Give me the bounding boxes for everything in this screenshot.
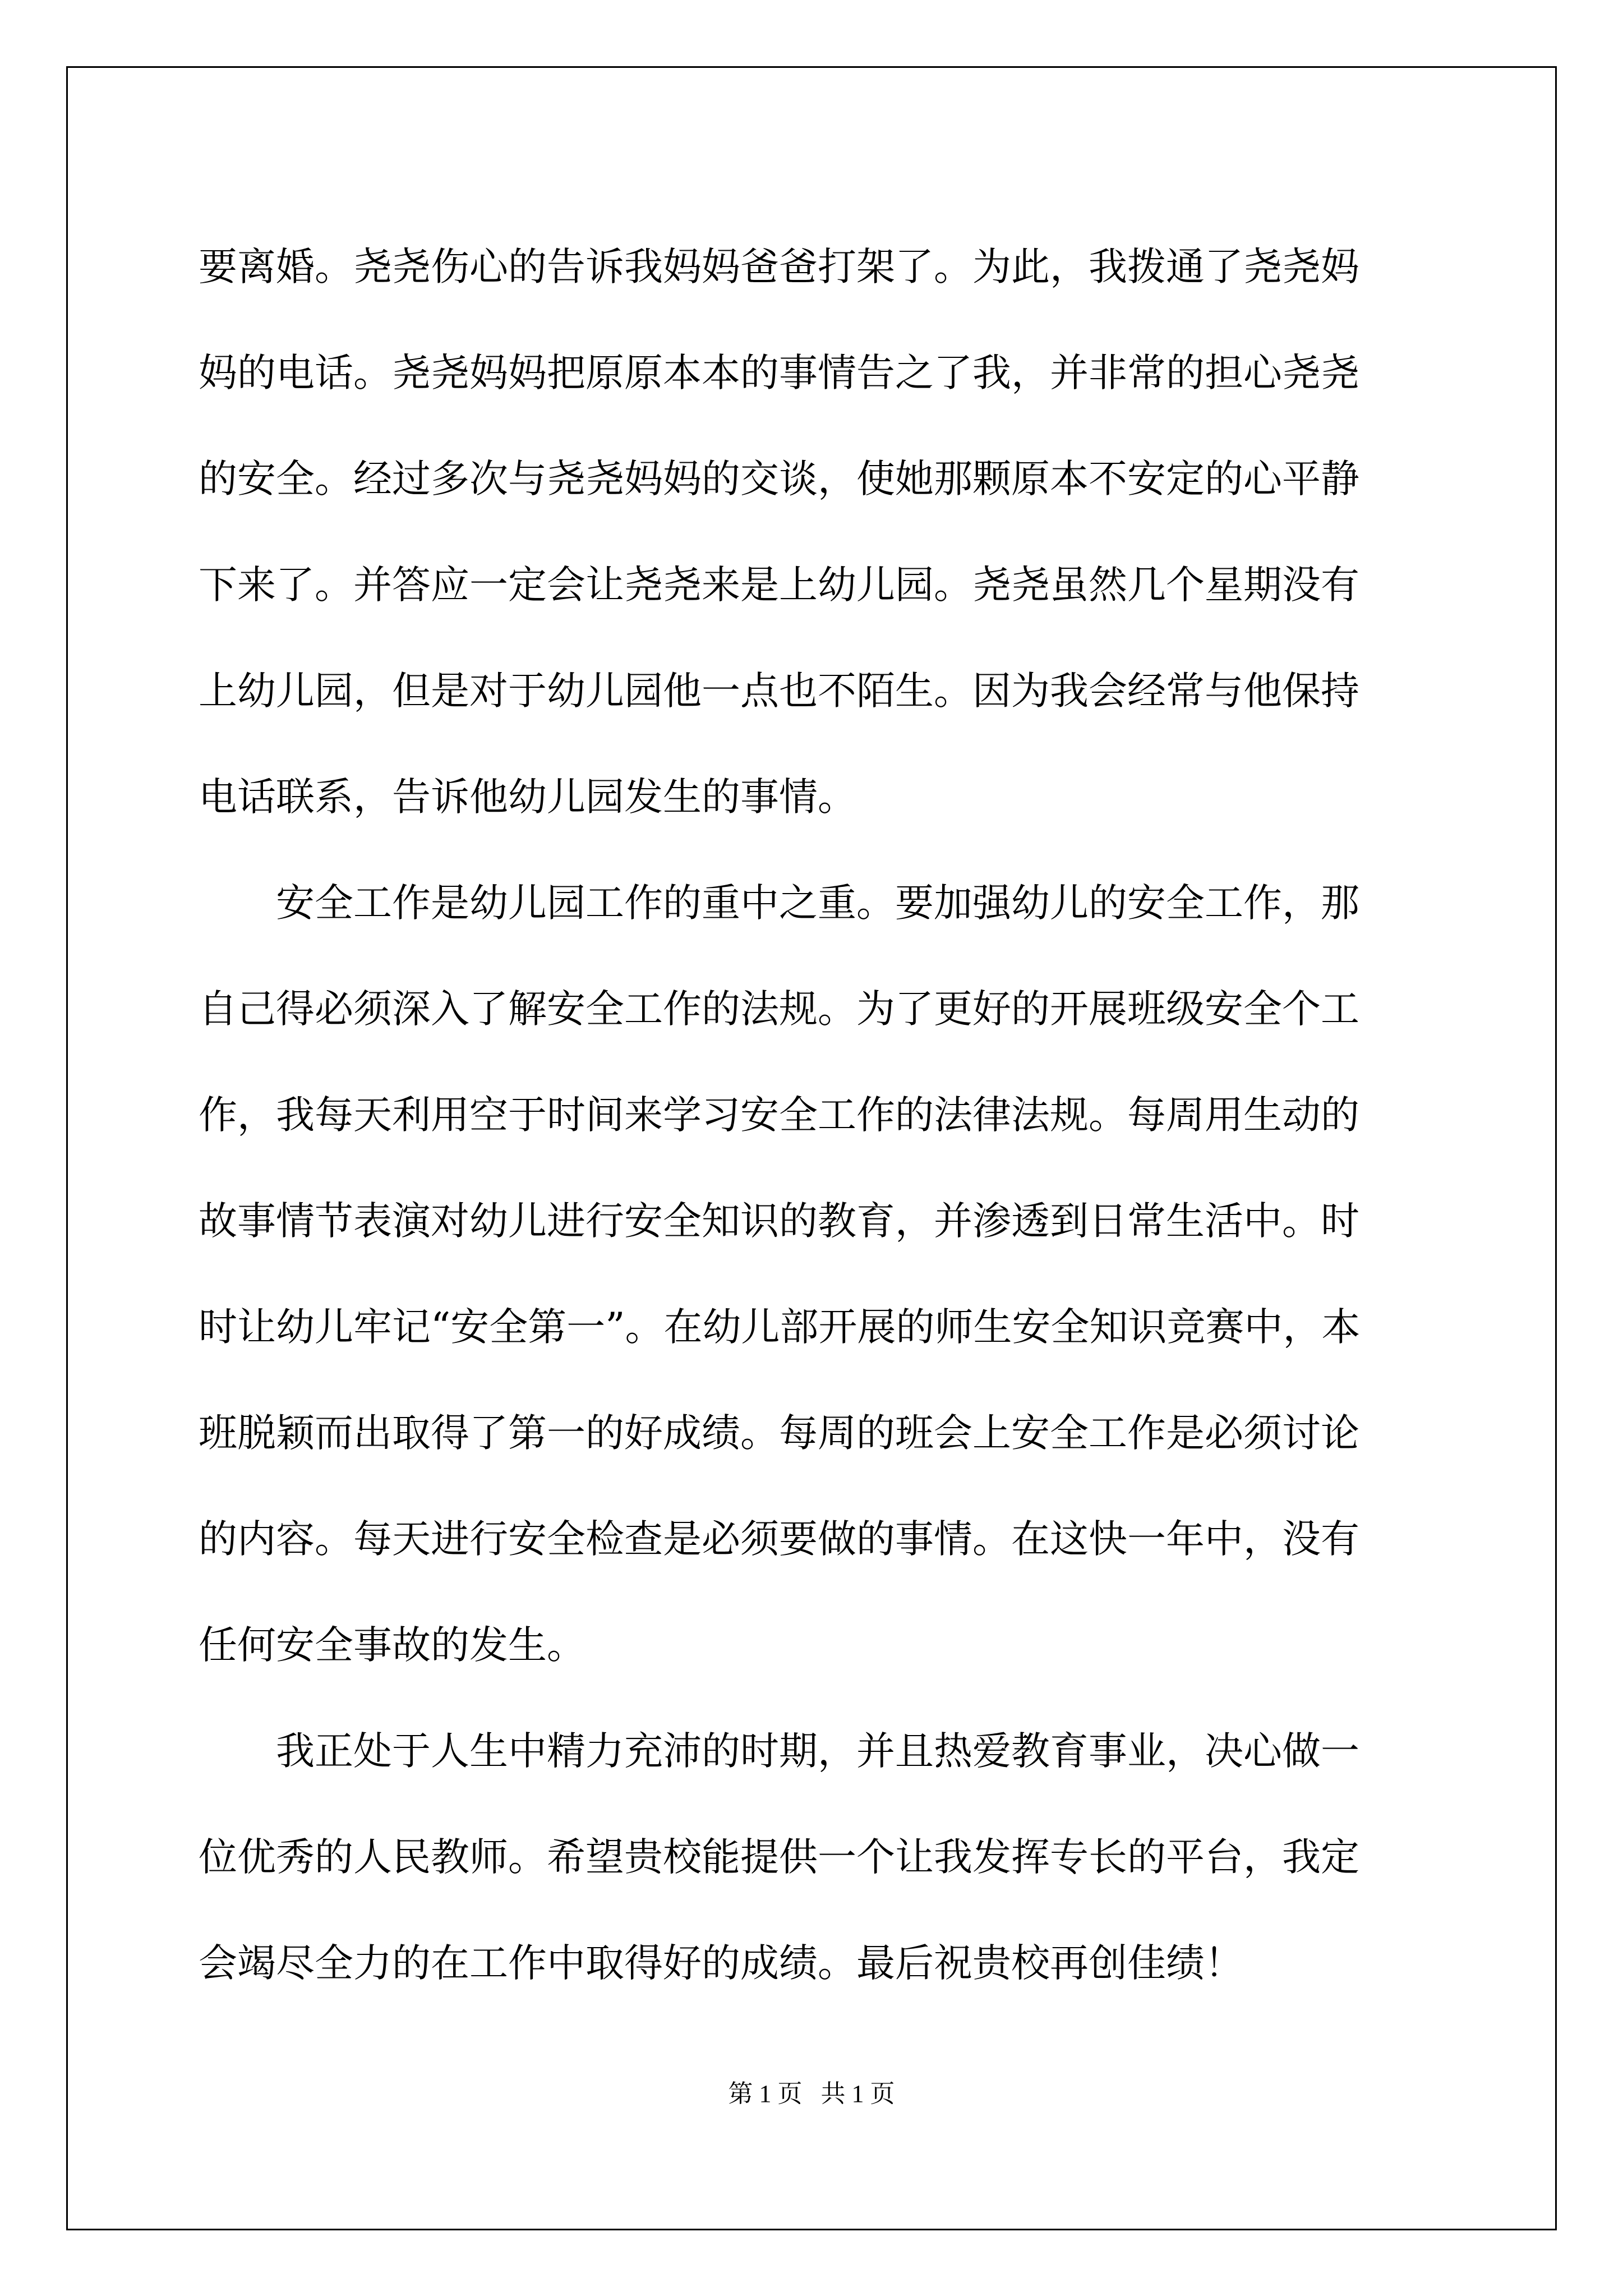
- text-line: 要离婚。尧尧伤心的告诉我妈妈爸爸打架了。为此，我拨通了尧尧妈: [199, 245, 1359, 289]
- page-number-footer: 第 1 页 共 1 页: [728, 2080, 895, 2108]
- text-line: 电话联系，告诉他幼儿园发生的事情。: [199, 775, 856, 820]
- text-line: 的安全。经过多次与尧尧妈妈的交谈，使她那颗原本不安定的心平静: [199, 457, 1359, 501]
- text-line: 我正处于人生中精力充沛的时期，并且热爱教育事业，决心做一: [276, 1729, 1359, 1774]
- text-line: 时让幼儿牢记“安全第一”。在幼儿部开展的师生安全知识竞赛中，本: [199, 1305, 1361, 1350]
- paragraph: [199, 214, 1432, 850]
- paragraph: [199, 850, 1432, 1699]
- text-line: 下来了。并答应一定会让尧尧来是上幼儿园。尧尧虽然几个星期没有: [199, 563, 1359, 608]
- text-line: 的内容。每天进行安全检查是必须要做的事情。在这快一年中，没有: [199, 1517, 1359, 1562]
- text-line: 班脱颖而出取得了第一的好成绩。每周的班会上安全工作是必须讨论: [199, 1411, 1359, 1456]
- text-line: 作，我每天利用空于时间来学习安全工作的法律法规。每周用生动的: [199, 1093, 1359, 1138]
- text-line: 故事情节表演对幼儿进行安全知识的教育，并渗透到日常生活中。时: [199, 1199, 1359, 1244]
- text-line: 会竭尽全力的在工作中取得好的成绩。最后祝贵校再创佳绩！: [199, 1941, 1243, 1986]
- text-line: 位优秀的人民教师。希望贵校能提供一个让我发挥专长的平台，我定: [199, 1835, 1359, 1880]
- paragraph: [199, 1699, 1432, 2017]
- text-line: 上幼儿园，但是对于幼儿园他一点也不陌生。因为我会经常与他保持: [199, 669, 1359, 714]
- text-line: 安全工作是幼儿园工作的重中之重。要加强幼儿的安全工作，那: [276, 881, 1359, 926]
- text-line: 自己得必须深入了解安全工作的法规。为了更好的开展班级安全个工: [199, 987, 1359, 1032]
- text-line: 妈的电话。尧尧妈妈把原原本本的事情告之了我，并非常的担心尧尧: [199, 351, 1359, 395]
- text-line: 任何安全事故的发生。: [199, 1623, 585, 1668]
- document-body: [199, 214, 1432, 2017]
